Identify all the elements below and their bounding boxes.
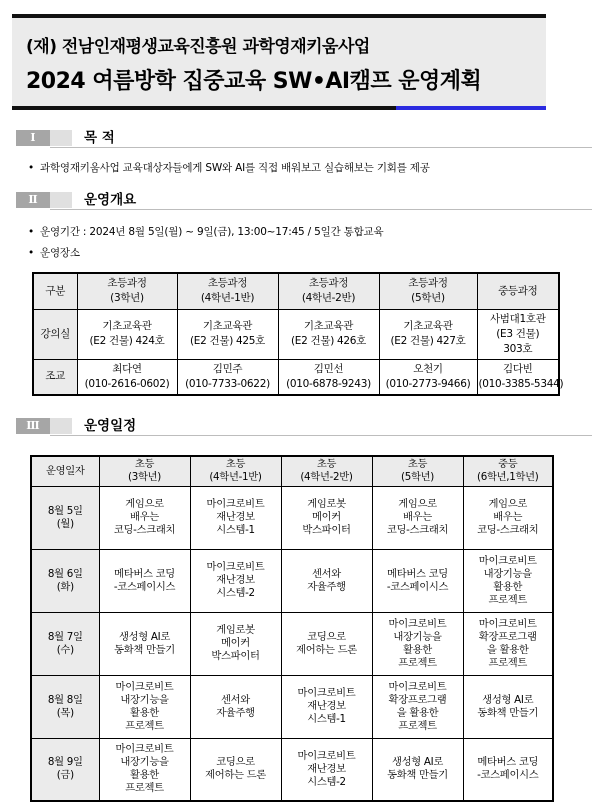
schedule-header-cell: 운영일자: [31, 456, 99, 486]
schedule-cell: 마이크로비트 내장기능을 활용한 프로젝트: [99, 738, 190, 801]
schedule-cell: 메타버스 코딩 -코스페이시스: [372, 549, 463, 612]
section-purpose-header: [16, 128, 592, 148]
section-number: Ⅰ: [16, 130, 50, 146]
schedule-cell: 마이크로비트 재난경보 시스템-2: [190, 549, 281, 612]
schedule-row: [31, 738, 553, 801]
venue-cell: 김민주 (010-7733-0622): [177, 359, 278, 395]
section-number-bar: [50, 418, 72, 434]
schedule-row-label: 8월 7일 (수): [31, 612, 99, 675]
venue-header-cell: 초등과정 (3학년): [77, 273, 177, 309]
schedule-cell: 게임으로 배우는 코딩-스크래치: [99, 486, 190, 549]
schedule-row: [31, 675, 553, 738]
schedule-cell: 마이크로비트 재난경보 시스템-1: [190, 486, 281, 549]
schedule-cell: 메타버스 코딩 -코스페이시스: [99, 549, 190, 612]
schedule-cell: 마이크로비트 재난경보 시스템-2: [281, 738, 372, 801]
schedule-cell: 게임으로 배우는 코딩-스크래치: [463, 486, 553, 549]
schedule-cell: 메타버스 코딩 -코스페이시스: [463, 738, 553, 801]
schedule-header-cell: 초등 (5학년): [372, 456, 463, 486]
section-overview-header: [16, 190, 592, 210]
schedule-cell: 코딩으로 제어하는 드론: [281, 612, 372, 675]
venue-header-cell: 구분: [33, 273, 77, 309]
overview-period: • 운영기간 : 2024년 8월 5일(월) ~ 9일(금), 13:00~17:45 / 5일간 통합교육: [28, 224, 383, 239]
section-number: Ⅲ: [16, 418, 50, 434]
schedule-row: [31, 612, 553, 675]
venue-cell: 김민선 (010-6878-9243): [278, 359, 379, 395]
schedule-cell: 센서와 자율주행: [281, 549, 372, 612]
title-main: 2024 여름방학 집중교육 SW•AI캠프 운영계획: [26, 69, 482, 94]
venue-cell: 기초교육관 (E2 건물) 427호: [379, 309, 477, 359]
schedule-row: [31, 486, 553, 549]
schedule-row: [31, 549, 553, 612]
schedule-cell: 코딩으로 제어하는 드론: [190, 738, 281, 801]
schedule-row-label: 8월 9일 (금): [31, 738, 99, 801]
schedule-cell: 게임로봇 메이커 박스파이터: [190, 612, 281, 675]
section-underline: [50, 209, 592, 210]
venue-table: [32, 272, 564, 396]
schedule-cell: 게임으로 배우는 코딩-스크래치: [372, 486, 463, 549]
section-schedule-header: [16, 416, 592, 436]
section-title: 운영일정: [84, 418, 137, 434]
schedule-header-cell: 초등 (4학년-2반): [281, 456, 372, 486]
title-accent-rule: [396, 106, 546, 110]
schedule-cell: 마이크로비트 재난경보 시스템-1: [281, 675, 372, 738]
section-number-bar: [50, 192, 72, 208]
venue-cell: 기초교육관 (E2 건물) 424호: [77, 309, 177, 359]
purpose-text: • 과학영재키움사업 교육대상자들에게 SW와 AI를 직접 배워보고 실습해보는 기회를 제공: [28, 160, 430, 175]
venue-row-label: 조교: [33, 359, 77, 395]
schedule-cell: 게임로봇 메이커 박스파이터: [281, 486, 372, 549]
venue-header-cell: 초등과정 (5학년): [379, 273, 477, 309]
schedule-cell: 마이크로비트 내장기능을 활용한 프로젝트: [463, 549, 553, 612]
section-title: 목 적: [84, 130, 115, 146]
title-top-rule: [12, 14, 546, 18]
schedule-cell: 생성형 AI로 동화책 만들기: [372, 738, 463, 801]
venue-cell: 오천기 (010-2773-9466): [379, 359, 477, 395]
venue-cell: 김다빈 (010-3385-5344): [477, 359, 559, 395]
overview-venue-label: • 운영장소: [28, 245, 80, 260]
schedule-table: [30, 455, 554, 802]
schedule-cell: 마이크로비트 확장프로그램 을 활용한 프로젝트: [372, 675, 463, 738]
section-title: 운영개요: [84, 192, 137, 208]
schedule-cell: 생성형 AI로 동화책 만들기: [99, 612, 190, 675]
venue-header-cell: 초등과정 (4학년-2반): [278, 273, 379, 309]
schedule-cell: 마이크로비트 내장기능을 활용한 프로젝트: [99, 675, 190, 738]
section-underline: [50, 147, 592, 148]
schedule-header-row: [31, 456, 553, 486]
section-number: Ⅱ: [16, 192, 50, 208]
schedule-header-cell: 초등 (4학년-1반): [190, 456, 281, 486]
section-underline: [50, 435, 592, 436]
venue-row: [33, 309, 559, 359]
section-number-bar: [50, 130, 72, 146]
venue-header-cell: 초등과정 (4학년-1반): [177, 273, 278, 309]
venue-cell: 최다연 (010-2616-0602): [77, 359, 177, 395]
venue-header-cell: 중등과정: [477, 273, 559, 309]
schedule-header-cell: 중등 (6학년,1학년): [463, 456, 553, 486]
venue-cell: 사범대1호관 (E3 건물) 303호: [477, 309, 559, 359]
schedule-cell: 마이크로비트 확장프로그램 을 활용한 프로젝트: [463, 612, 553, 675]
schedule-cell: 센서와 자율주행: [190, 675, 281, 738]
venue-header-row: [33, 273, 559, 309]
schedule-row-label: 8월 5일 (월): [31, 486, 99, 549]
title-organization: (재) 전남인재평생교육진흥원 과학영재키움사업: [26, 37, 370, 57]
venue-cell: 기초교육관 (E2 건물) 426호: [278, 309, 379, 359]
schedule-cell: 생성형 AI로 동화책 만들기: [463, 675, 553, 738]
schedule-header-cell: 초등 (3학년): [99, 456, 190, 486]
document-title-block: [12, 14, 546, 110]
venue-row-label: 강의실: [33, 309, 77, 359]
schedule-row-label: 8월 8일 (목): [31, 675, 99, 738]
venue-cell: 기초교육관 (E2 건물) 425호: [177, 309, 278, 359]
schedule-cell: 마이크로비트 내장기능을 활용한 프로젝트: [372, 612, 463, 675]
venue-row: [33, 359, 559, 395]
schedule-row-label: 8월 6일 (화): [31, 549, 99, 612]
